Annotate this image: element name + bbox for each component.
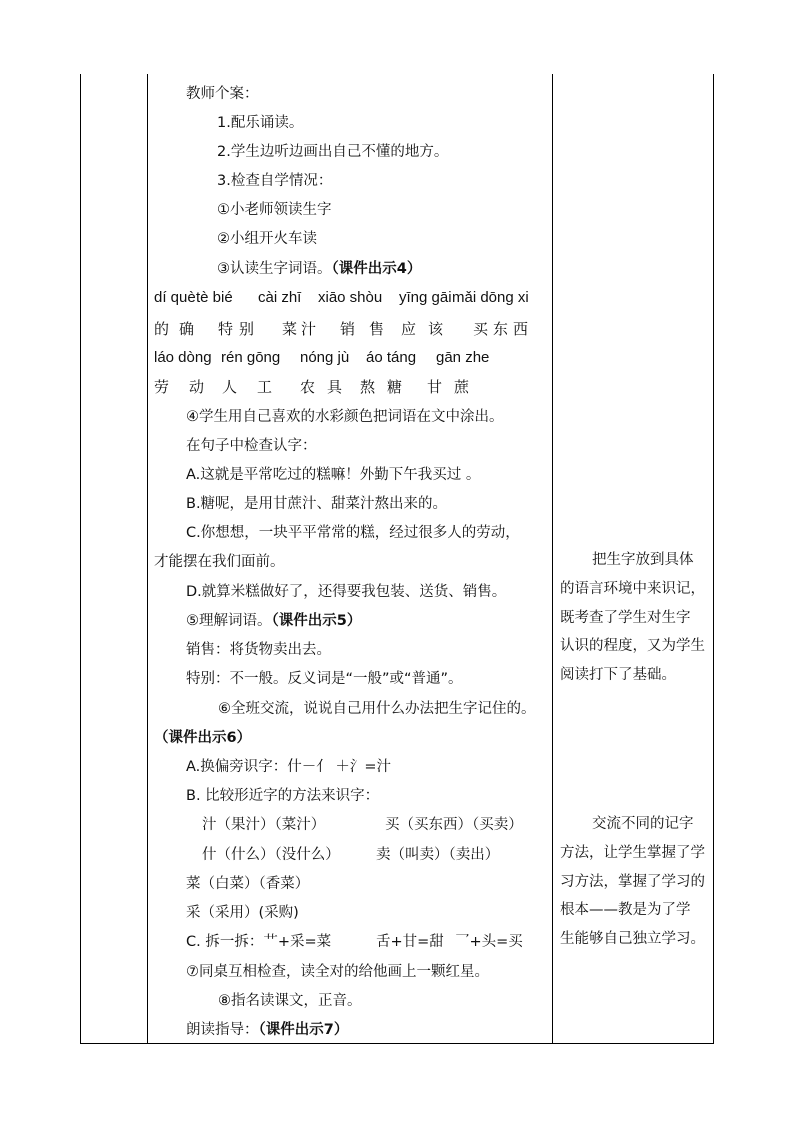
note1-line-3: 既考查了学生对生字: [560, 609, 691, 626]
def-tebie: 特别：不一般。反义词是“一般”或“普通”。: [186, 671, 463, 687]
sentence-b: B.糖呢，是用甘蔗汁、甜菜汁熬出来的。: [186, 496, 448, 512]
pinyin-2: tè bié: [196, 289, 233, 306]
substep-6: ⑥全班交流，说说自己用什么办法把生字记住的。: [218, 701, 536, 717]
def-xiaoshou: 销售：将货物卖出去。: [186, 642, 331, 658]
sentence-d: D.就算米糕做好了，还得要我包装、送货、销售。: [186, 584, 507, 600]
substep-7: ⑦同桌互相检查，读全对的给他画上一颗红星。: [186, 964, 489, 980]
word-6: 买东西: [473, 320, 534, 338]
pinyin-11: gān zhe: [436, 349, 490, 366]
split-tian: 舌+甘=甜: [376, 934, 444, 950]
reading-guide-text: 朗读指导：: [186, 1022, 259, 1038]
word-2: 特别: [218, 320, 261, 338]
word-1: 的确: [154, 320, 205, 338]
pinyin-3: cài zhī: [258, 289, 302, 306]
pinyin-10: áo táng: [366, 349, 417, 366]
reading-guide: [186, 1021, 348, 1039]
substep-3-text: ③认读生字词语。: [217, 261, 332, 277]
word-3: 菜汁: [282, 320, 321, 338]
note2-line-4: 根本——教是为了学: [560, 902, 691, 919]
pinyin-9: nóng jù: [300, 349, 350, 366]
table-border-col2: [552, 74, 553, 1044]
courseware-6-label: （课件出示6）: [154, 730, 252, 746]
pinyin-8: rén gōng: [221, 349, 281, 366]
note2-line-2: 方法，让学生掌握了学: [560, 844, 705, 861]
courseware-4-label: （课件出示4）: [331, 261, 422, 277]
sentence-a: A.这就是平常吃过的糕嘛！外勤下午我买过 。: [186, 467, 481, 483]
table-border-col1: [147, 74, 148, 1044]
table-border-left: [80, 74, 81, 1044]
substep-8: ⑧指名读课文，正音。: [218, 993, 362, 1009]
design-note-1: [560, 546, 716, 690]
check-in-sentences: 在句子中检查认字：: [186, 438, 317, 454]
courseware-7-label: （课件出示7）: [258, 1022, 349, 1038]
step-1: 1.配乐诵读。: [217, 115, 304, 131]
substep-2: ②小组开火车读: [217, 231, 317, 247]
method-c: C. 拆一拆：艹+采=菜: [186, 934, 332, 950]
teacher-plan-heading: 教师个案：: [186, 86, 259, 102]
note1-line-1: 把生字放到具体: [592, 552, 694, 568]
pinyin-6: mǎi dōng xi: [452, 289, 529, 306]
compare-shen: 什（什么）（没什么）: [202, 847, 340, 863]
compare-cai: 菜（白菜）（香菜）: [186, 876, 310, 892]
step-3: 3.检查自学情况：: [217, 173, 333, 189]
pinyin-4: xiāo shòu: [318, 289, 383, 306]
note1-line-4: 认识的程度，又为学生: [560, 638, 705, 655]
note2-line-3: 习方法，掌握了学习的: [560, 873, 705, 890]
pinyin-1: dí què: [154, 289, 196, 306]
split-mai: 乛+头=买: [455, 934, 523, 950]
note1-line-5: 阅读打下了基础。: [560, 667, 676, 684]
compare-mai: 买（买东西）（买卖）: [385, 817, 523, 833]
substep-3: [217, 260, 421, 278]
pinyin-5: yīng gāi: [399, 289, 452, 306]
substep-1: ①小老师领读生字: [217, 202, 332, 218]
method-b: B. 比较形近字的方法来识字：: [186, 788, 380, 804]
compare-zhi: 汁（果汁）（菜汁）: [202, 817, 326, 833]
note2-line-1: 交流不同的记字: [592, 816, 694, 832]
substep-5: [186, 612, 361, 630]
sentence-c-cont: 才能摆在我们面前。: [154, 554, 285, 570]
method-a: A.换偏旁识字：什－亻 ＋氵=汁: [186, 759, 392, 775]
sentence-c: C.你想想，一块平平常常的糕，经过很多人的劳动，: [186, 525, 520, 541]
compare-mai2: 卖（叫卖）（卖出）: [376, 847, 500, 863]
word-11: 甘蔗: [427, 378, 482, 396]
compare-cai2: 采（采用）(采购): [186, 905, 299, 921]
word-7: 劳动: [154, 378, 225, 396]
table-border-bottom: [80, 1043, 713, 1044]
substep-5-text: ⑤理解词语。: [186, 613, 272, 629]
step-2: 2.学生边听边画出自己不懂的地方。: [217, 144, 449, 160]
word-9: 农具: [300, 378, 355, 396]
courseware-5-label: （课件出示5）: [271, 613, 362, 629]
design-note-2: [560, 810, 716, 954]
word-4: 销售: [340, 320, 399, 338]
word-10: 熬糖: [360, 378, 415, 396]
word-5: 应该: [401, 320, 456, 338]
note2-line-5: 生能够自己独立学习。: [560, 931, 705, 948]
pinyin-7: láo dòng: [154, 349, 212, 366]
word-8: 人工: [222, 378, 293, 396]
note1-line-2: 的语言环境中来识记，: [560, 580, 705, 597]
substep-4: ④学生用自己喜欢的水彩颜色把词语在文中涂出。: [186, 409, 504, 425]
